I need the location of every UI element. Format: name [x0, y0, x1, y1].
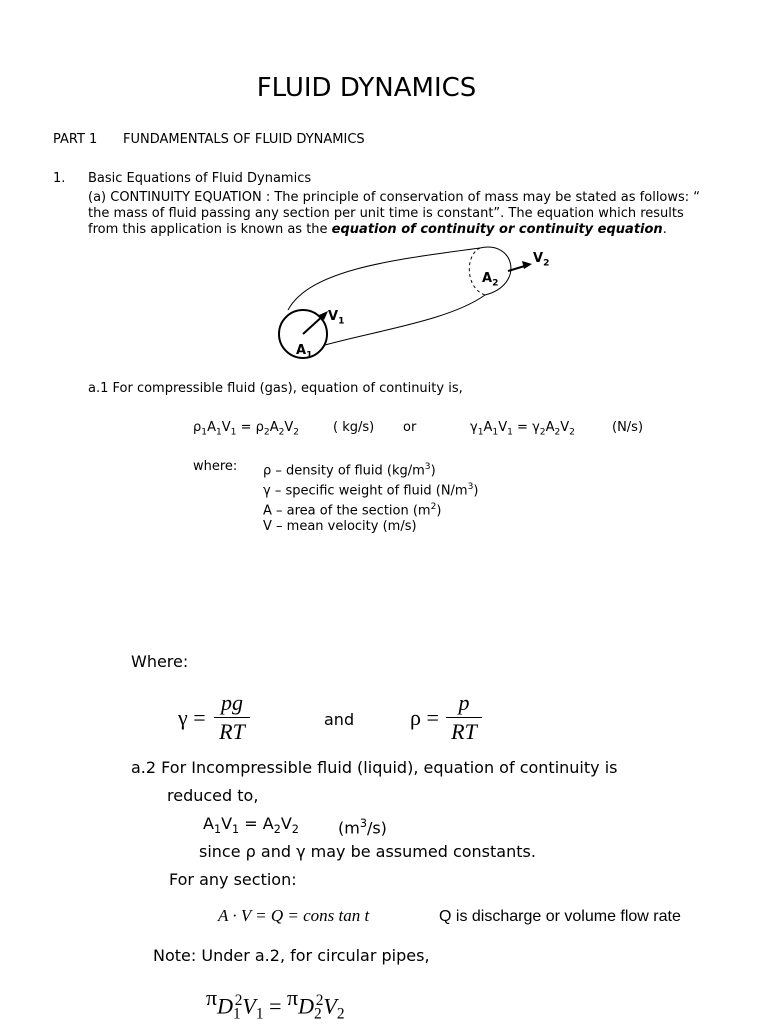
fraction-bar	[446, 717, 482, 718]
paragraph-line: (a) CONTINUITY EQUATION : The principle of conservation of mass may be stated as follows: “	[88, 190, 701, 205]
a1-intro: a.1 For compressible fluid (gas), equation of continuity is,	[88, 381, 463, 396]
unit-kg-s: ( kg/s)	[333, 420, 375, 435]
where-heading: Where:	[131, 652, 189, 671]
v2-arrowhead	[522, 261, 532, 269]
discharge-description: Q is discharge or volume flow rate	[439, 908, 681, 925]
definition-line: A – area of the section $(m^2)$	[263, 502, 442, 519]
definition-line: ρ – density of fluid $(kg/m^3)$	[263, 462, 436, 479]
rho-fraction	[446, 690, 482, 745]
where-label: where:	[193, 459, 238, 474]
unit-m3-s: $(m^3/s)$	[338, 817, 387, 838]
a2-line1: a.2 For Incompressible fluid (liquid), equation of continuity is	[131, 758, 618, 777]
rho-lhs: ρ =	[410, 705, 439, 730]
part-name: FUNDAMENTALS OF FLUID DYNAMICS	[123, 132, 365, 147]
volume-continuity-equation: $A_1V_1 = A_2V_2$	[203, 814, 299, 837]
paragraph-line	[88, 222, 667, 238]
gamma-fraction	[214, 690, 250, 745]
mass-continuity-equation: $\rho_1A_1V_1 = \rho_2A_2V_2$	[193, 420, 300, 438]
emphasis-text: equation of continuity or continuity equation	[331, 222, 663, 237]
for-any-section: For any section:	[169, 870, 297, 889]
v2-label: $V_2$	[533, 251, 550, 269]
stream-tube-diagram	[270, 240, 570, 370]
page-title: FLUID DYNAMICS	[256, 73, 477, 103]
or-text: or	[403, 420, 417, 435]
section-heading: Basic Equations of Fluid Dynamics	[88, 171, 312, 186]
fraction-bar	[214, 717, 250, 718]
definition-line: γ – specific weight of fluid $(N/m^3)$	[263, 482, 479, 499]
fraction-numerator: p	[458, 690, 470, 715]
fraction-denominator: RT	[451, 719, 477, 744]
section-number: 1.	[53, 171, 66, 186]
a1-label: $A_1$	[296, 343, 313, 361]
since-text: since ρ and γ may be assumed constants.	[199, 842, 536, 861]
fraction-numerator: pg	[221, 690, 243, 715]
definition-line: V – mean velocity (m/s)	[263, 519, 417, 534]
circular-pipe-equation: $\pi D_1^2V_1 = \pi D_2^2V_2$	[206, 985, 345, 1023]
paragraph-text: from this application is known as the	[88, 222, 332, 237]
a2-line2: reduced to,	[167, 786, 259, 805]
a2-label: $A_2$	[482, 271, 499, 289]
unit-n-s: (N/s)	[612, 420, 644, 435]
tube-outline-lower	[325, 295, 485, 345]
paragraph-line: the mass of fluid passing any section per unit time is constant”. The equation which results	[88, 206, 684, 221]
fraction-denominator: RT	[219, 719, 245, 744]
and-text: and	[324, 710, 355, 729]
tube-outline-upper	[288, 248, 480, 310]
gamma-lhs: γ =	[178, 705, 206, 730]
note-text: Note: Under a.2, for circular pipes,	[153, 946, 430, 965]
part-label: PART 1	[53, 132, 98, 147]
v1-label: $V_1$	[328, 309, 345, 327]
weight-continuity-equation: $\gamma_1A_1V_1 = \gamma_2A_2V_2$	[470, 420, 575, 438]
paragraph-text: .	[662, 222, 667, 237]
discharge-equation: A · V = Q = cons tan t	[218, 906, 370, 925]
